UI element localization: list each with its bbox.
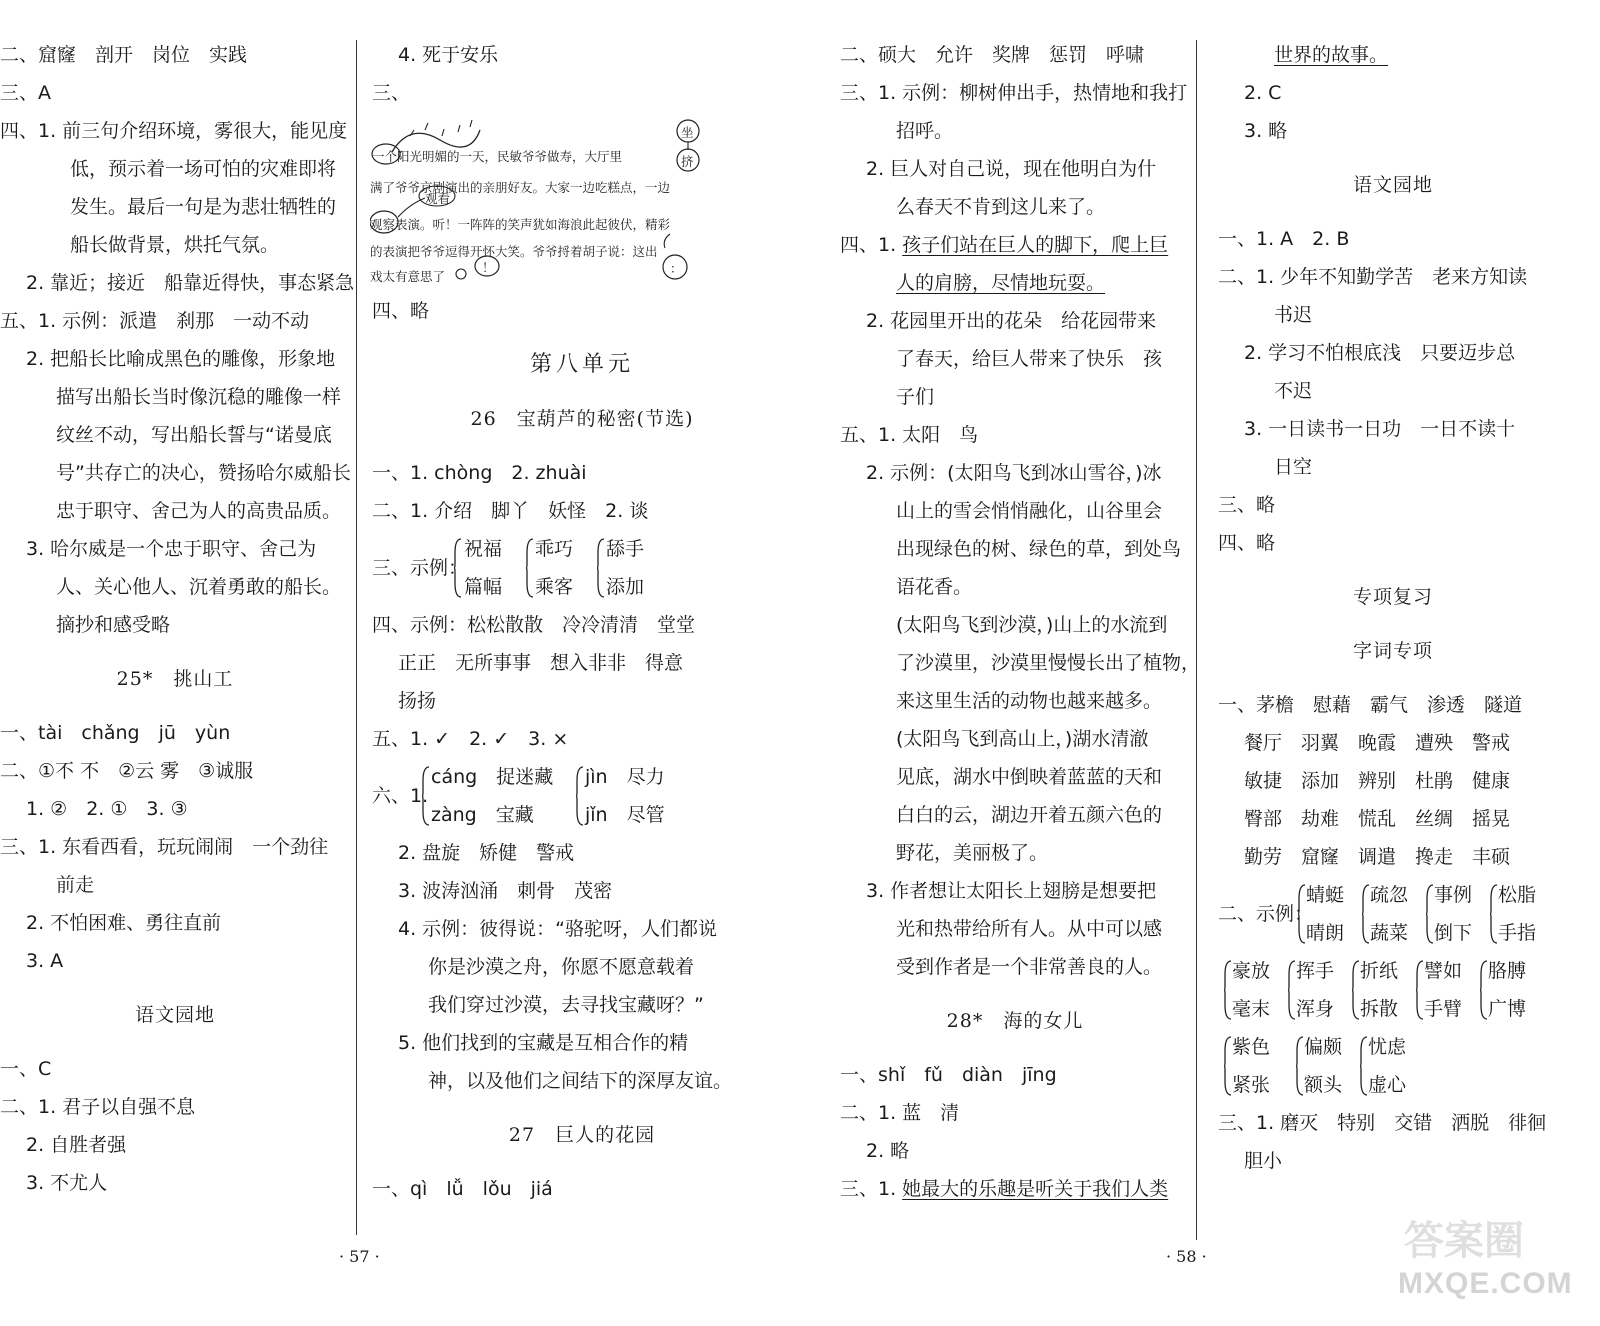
markup-text-line: 的表演把爷爷逗得开怀大笑。爷爷捋着胡子说：这出 xyxy=(370,244,658,259)
answer-line xyxy=(840,226,1190,264)
underlined-answer: 人的肩膀，尽情地玩耍。 xyxy=(896,272,1106,294)
underlined-answer: 她最大的乐趣是听关于我们人类 xyxy=(902,1178,1169,1200)
column-3 xyxy=(840,36,1201,1208)
brace xyxy=(1416,960,1424,1020)
answer-line: 二、1. 介绍 脚丫 妖怪 2. 谈 xyxy=(372,500,649,522)
answer-line xyxy=(840,1170,1190,1208)
lesson-title-25: 25* 挑山工 xyxy=(116,668,234,690)
answer-line: 野花，美丽极了。 xyxy=(896,842,1049,864)
markup-insert-watch: 观看 xyxy=(425,191,451,206)
answer-line: 二、1. 蓝 清 xyxy=(840,1102,960,1124)
bracket-pinyin-group xyxy=(372,758,792,834)
brace xyxy=(1490,884,1498,944)
answer-line: 一、tài chǎng jū yùn xyxy=(0,722,231,744)
answer-line: 2. 花园里开出的花朵 给花园带来 xyxy=(866,310,1157,332)
answer-line: 3. 哈尔威是一个忠于职守、舍己为 xyxy=(26,538,317,560)
pinyin-word: jìn 尽力 xyxy=(585,766,665,788)
answer-line: 一、茅檐 慰藉 霸气 渗透 隧道 xyxy=(1218,694,1523,716)
answer-line: 2. 自胜者强 xyxy=(26,1134,127,1156)
answer-line: 光和热带给所有人。从中可以感 xyxy=(896,918,1163,940)
answer-line: 二、1. 少年不知勤学苦 老来方知读 xyxy=(1218,266,1528,288)
word: 手指 xyxy=(1498,922,1537,944)
answer-line: 3. 不尤人 xyxy=(26,1172,108,1194)
answer-line: 2. 示例：(太阳鸟飞到冰山雪谷，)冰 xyxy=(866,462,1162,484)
brace xyxy=(1360,1036,1368,1096)
word: 手臂 xyxy=(1424,998,1463,1020)
word: 乘客 xyxy=(535,576,574,598)
answer-line: 4. 死于安乐 xyxy=(398,44,499,66)
answer-line: 五、1. 太阳 鸟 xyxy=(840,424,979,446)
word: 蔬菜 xyxy=(1370,922,1409,944)
answer-line: 三、A xyxy=(0,82,51,104)
answer-line: 5. 他们找到的宝藏是互相合作的精 xyxy=(398,1032,689,1054)
answer-lead: 六、1. xyxy=(372,785,429,807)
answer-line: 描写出船长当时像沉稳的雕像一样 xyxy=(56,386,342,408)
answer-line xyxy=(1218,36,1568,74)
answer-line: 来这里生活的动物也越来越多。 xyxy=(896,690,1163,712)
answer-line: 神，以及他们之间结下的深厚友谊。 xyxy=(428,1070,733,1092)
answer-line: 船长做背景，烘托气氛。 xyxy=(70,234,280,256)
answer-line: 餐厅 羽翼 晚霞 遭殃 警戒 xyxy=(1244,732,1511,754)
bracket-word-group xyxy=(1218,1028,1568,1104)
answer-line: 出现绿色的树、绿色的草，到处鸟 xyxy=(896,538,1182,560)
answer-line: 子们 xyxy=(896,386,935,408)
answer-line: 3. 作者想让太阳长上翅膀是想要把 xyxy=(866,880,1157,902)
word: 松脂 xyxy=(1498,884,1537,906)
pinyin-word: jǐn 尽管 xyxy=(585,804,665,826)
word: 蜻蜓 xyxy=(1306,884,1345,906)
answer-line: 了春天，给巨人带来了快乐 孩 xyxy=(896,348,1163,370)
answer-line: 2. 把船长比喻成黑色的雕像，形象地 xyxy=(26,348,336,370)
answer-line: 一、qì lǚ lǒu jiá xyxy=(372,1178,553,1200)
word: 篇幅 xyxy=(464,576,503,598)
answer-line: 2. 靠近；接近 船靠近得快，事态紧急 xyxy=(26,272,355,294)
markup-insert-seat: 坐 xyxy=(681,125,694,140)
answer-line: 么春天不肯到这儿来了。 xyxy=(896,196,1106,218)
answer-line: 招呼。 xyxy=(896,120,954,142)
answer-prefix: 三、1. xyxy=(840,1178,903,1200)
answer-line: 三、1. 示例：柳树伸出手，热情地和我打 xyxy=(840,82,1188,104)
brace xyxy=(576,766,584,826)
word: 祝福 xyxy=(464,538,503,560)
answer-line: 三、1. 东看西看，玩玩闹闹 一个劲往 xyxy=(0,836,329,858)
answer-line: 3. 波涛汹涌 刺骨 茂密 xyxy=(398,880,613,902)
underlined-answer: 孩子们站在巨人的脚下，爬上巨 xyxy=(902,234,1169,256)
answer-line: 书迟 xyxy=(1274,304,1313,326)
answer-line: 号”共存亡的决心，赞扬哈尔威船长 xyxy=(56,462,351,484)
answer-line: 三、1. 磨灭 特别 交错 洒脱 徘徊 xyxy=(1218,1112,1547,1134)
word: 额头 xyxy=(1304,1074,1343,1096)
answer-line: 前走 xyxy=(56,874,95,896)
page-number-right: · 58 · xyxy=(1166,1247,1207,1266)
answer-line: 二、①不 不 ②云 雾 ③诚服 xyxy=(0,760,254,782)
bracket-word-group xyxy=(372,530,792,606)
pinyin-word: zàng 宝藏 xyxy=(431,804,534,826)
unit-title: 第八单元 xyxy=(529,352,634,377)
answer-line: 见底，湖水中倒映着蓝蓝的天和 xyxy=(896,766,1163,788)
brace xyxy=(597,538,605,598)
word: 紧张 xyxy=(1232,1074,1271,1096)
lesson-title-27: 27 巨人的花园 xyxy=(508,1124,656,1146)
answer-line: 3. 一日读书一日功 一日不读十 xyxy=(1244,418,1516,440)
answer-line: 你是沙漠之舟，你愿不愿意载着 xyxy=(428,956,695,978)
answer-line: 纹丝不动，写出船长誓与“诺曼底 xyxy=(56,424,332,446)
answer-line: 四、略 xyxy=(372,300,430,322)
answer-line: 忠于职守、舍己为人的高贵品质。 xyxy=(56,500,342,522)
pinyin-word: cáng 捉迷藏 xyxy=(431,766,554,788)
watermark-cn: 答案圈 xyxy=(1404,1218,1524,1264)
answer-line: 五、1. 示例：派遣 刹那 一动不动 xyxy=(0,310,310,332)
answer-line: 低，预示着一场可怕的灾难即将 xyxy=(70,158,337,180)
answer-line: 四、略 xyxy=(1218,532,1276,554)
answer-line: 臀部 劫难 慌乱 丝绸 摇晃 xyxy=(1244,808,1511,830)
markup-text-line: 满了爷爷京剧演出的亲朋好友。大家一边吃糕点，一边 xyxy=(370,180,671,195)
word: 偏颇 xyxy=(1304,1036,1343,1058)
answer-line: 山上的雪会悄悄融化，山谷里会 xyxy=(896,500,1163,522)
column-1 xyxy=(0,36,355,1202)
answer-line: 2. 学习不怕根底浅 只要迈步总 xyxy=(1244,342,1516,364)
word: 譬如 xyxy=(1424,960,1463,982)
section-title-vocab: 字词专项 xyxy=(1352,640,1433,662)
word: 折纸 xyxy=(1360,960,1399,982)
brace xyxy=(1298,884,1306,944)
word: 毫末 xyxy=(1232,998,1271,1020)
answer-line: 2. C xyxy=(1244,82,1282,104)
brace xyxy=(454,538,462,598)
answer-line: 3. 略 xyxy=(1244,120,1288,142)
brace xyxy=(526,538,534,598)
answer-line: 三、 xyxy=(372,82,411,104)
watermark-logo xyxy=(1390,1205,1580,1315)
answer-line: 2. 盘旋 矫健 警戒 xyxy=(398,842,575,864)
brace xyxy=(422,766,430,826)
watermark-url: MXQE.COM xyxy=(1398,1267,1573,1300)
underlined-answer: 世界的故事。 xyxy=(1274,44,1389,66)
brace xyxy=(1362,884,1370,944)
brace xyxy=(1296,1036,1304,1096)
word: 疏忽 xyxy=(1370,884,1409,906)
answer-line: 4. 示例：彼得说：“骆驼呀，人们都说 xyxy=(398,918,718,940)
answer-line: 敏捷 添加 辨别 杜鹃 健康 xyxy=(1244,770,1511,792)
word: 乖巧 xyxy=(535,538,574,560)
answer-line: 一、C xyxy=(0,1058,52,1080)
markup-insert-crowd: 挤 xyxy=(681,154,694,169)
answer-line xyxy=(840,264,1190,302)
answer-line: 2. 略 xyxy=(866,1140,910,1162)
answer-line: 一、shǐ fǔ diàn jīng xyxy=(840,1064,1057,1086)
answer-line: 我们穿过沙漠，去寻找宝藏呀？” xyxy=(428,994,704,1016)
answer-line: 1. ② 2. ① 3. ③ xyxy=(26,798,188,820)
section-title-review: 专项复习 xyxy=(1352,586,1433,608)
answer-line: 一、1. chòng 2. zhuài xyxy=(372,462,587,484)
word: 舔手 xyxy=(606,538,645,560)
answer-line: 勤劳 窟窿 调遣 搀走 丰硕 xyxy=(1244,846,1511,868)
column-4 xyxy=(1218,36,1568,1180)
word: 广博 xyxy=(1488,998,1527,1020)
section-title-yuwen-yuandi: 语文园地 xyxy=(1352,174,1433,196)
word: 浑身 xyxy=(1296,998,1335,1020)
answer-line: 正正 无所事事 想入非非 得意 xyxy=(398,652,684,674)
brace xyxy=(1224,960,1232,1020)
word: 紫色 xyxy=(1232,1036,1271,1058)
answer-line: 日空 xyxy=(1274,456,1313,478)
section-title-yuwen-yuandi: 语文园地 xyxy=(134,1004,215,1026)
page-number-left: · 57 · xyxy=(339,1247,380,1266)
word: 挥手 xyxy=(1296,960,1335,982)
bracket-word-group xyxy=(1218,952,1568,1028)
column-divider xyxy=(1196,40,1197,1240)
answer-prefix: 四、1. xyxy=(840,234,903,256)
answer-line: (太阳鸟飞到高山上，)湖水清澈 xyxy=(896,728,1149,750)
answer-line: 四、1. 前三句介绍环境，雾很大，能见度 xyxy=(0,120,348,142)
markup-text-line: 一个阳光明媚的一天，民敏爷爷做寿，大厅里 xyxy=(372,149,623,164)
markup-insert-colon: ： xyxy=(670,261,683,276)
lesson-title-28: 28* 海的女儿 xyxy=(946,1010,1084,1032)
answer-lead: 三、示例： xyxy=(372,557,468,579)
answer-line: 四、示例：松松散散 冷冷清清 堂堂 xyxy=(372,614,696,636)
markup-text-line: 观察表演。听！一阵阵的笑声犹如海浪此起彼伏，精彩 xyxy=(370,217,671,232)
answer-line: 五、1. ✓ 2. ✓ 3. × xyxy=(372,728,569,750)
answer-line: 二、窟窿 剖开 岗位 实践 xyxy=(0,44,248,66)
answer-line: 不迟 xyxy=(1274,380,1313,402)
answer-line: 扬扬 xyxy=(398,690,437,712)
word: 事例 xyxy=(1434,884,1473,906)
answer-line: 受到作者是一个非常善良的人。 xyxy=(896,956,1163,978)
word: 添加 xyxy=(606,576,645,598)
answer-line: 三、略 xyxy=(1218,494,1276,516)
answer-line: 二、1. 君子以自强不息 xyxy=(0,1096,196,1118)
brace xyxy=(1480,960,1488,1020)
answer-line: 二、硕大 允许 奖牌 惩罚 呼啸 xyxy=(840,44,1145,66)
answer-line: 2. 不怕困难、勇往直前 xyxy=(26,912,222,934)
word: 胳膊 xyxy=(1488,960,1527,982)
brace xyxy=(1352,960,1360,1020)
column-divider xyxy=(356,40,357,1235)
answer-line: 语花香。 xyxy=(896,576,973,598)
column-2 xyxy=(372,36,792,1208)
answer-line: 摘抄和感受略 xyxy=(56,614,171,636)
answer-line: 3. A xyxy=(26,950,64,972)
word: 忧虑 xyxy=(1368,1036,1407,1058)
brace xyxy=(1288,960,1296,1020)
brace xyxy=(1426,884,1434,944)
word: 拆散 xyxy=(1360,998,1399,1020)
word: 豪放 xyxy=(1232,960,1271,982)
word: 倒下 xyxy=(1434,922,1473,944)
markup-text-line: 戏太有意思了 xyxy=(370,269,446,284)
answer-line: 发生。最后一句是为悲壮牺牲的 xyxy=(70,196,337,218)
word: 晴朗 xyxy=(1306,922,1345,944)
markup-insert-exclaim: ！ xyxy=(482,260,495,275)
answer-line: 胆小 xyxy=(1244,1150,1283,1172)
proofreading-markup-figure xyxy=(370,112,710,292)
bracket-word-group xyxy=(1218,876,1568,952)
answer-line: 白白的云，湖边开着五颜六色的 xyxy=(896,804,1163,826)
lesson-title-26: 26 宝葫芦的秘密(节选) xyxy=(470,408,694,430)
answer-line: 2. 巨人对自己说，现在他明白为什 xyxy=(866,158,1157,180)
answer-line: (太阳鸟飞到沙漠，)山上的水流到 xyxy=(896,614,1168,636)
word: 虚心 xyxy=(1368,1074,1407,1096)
answer-line: 了沙漠里，沙漠里慢慢长出了植物， xyxy=(896,652,1201,674)
answer-line: 一、1. A 2. B xyxy=(1218,228,1350,250)
answer-line: 人、关心他人、沉着勇敢的船长。 xyxy=(56,576,342,598)
markup-strokes xyxy=(370,112,710,292)
brace xyxy=(1224,1036,1232,1096)
answer-lead: 二、示例： xyxy=(1218,903,1314,925)
